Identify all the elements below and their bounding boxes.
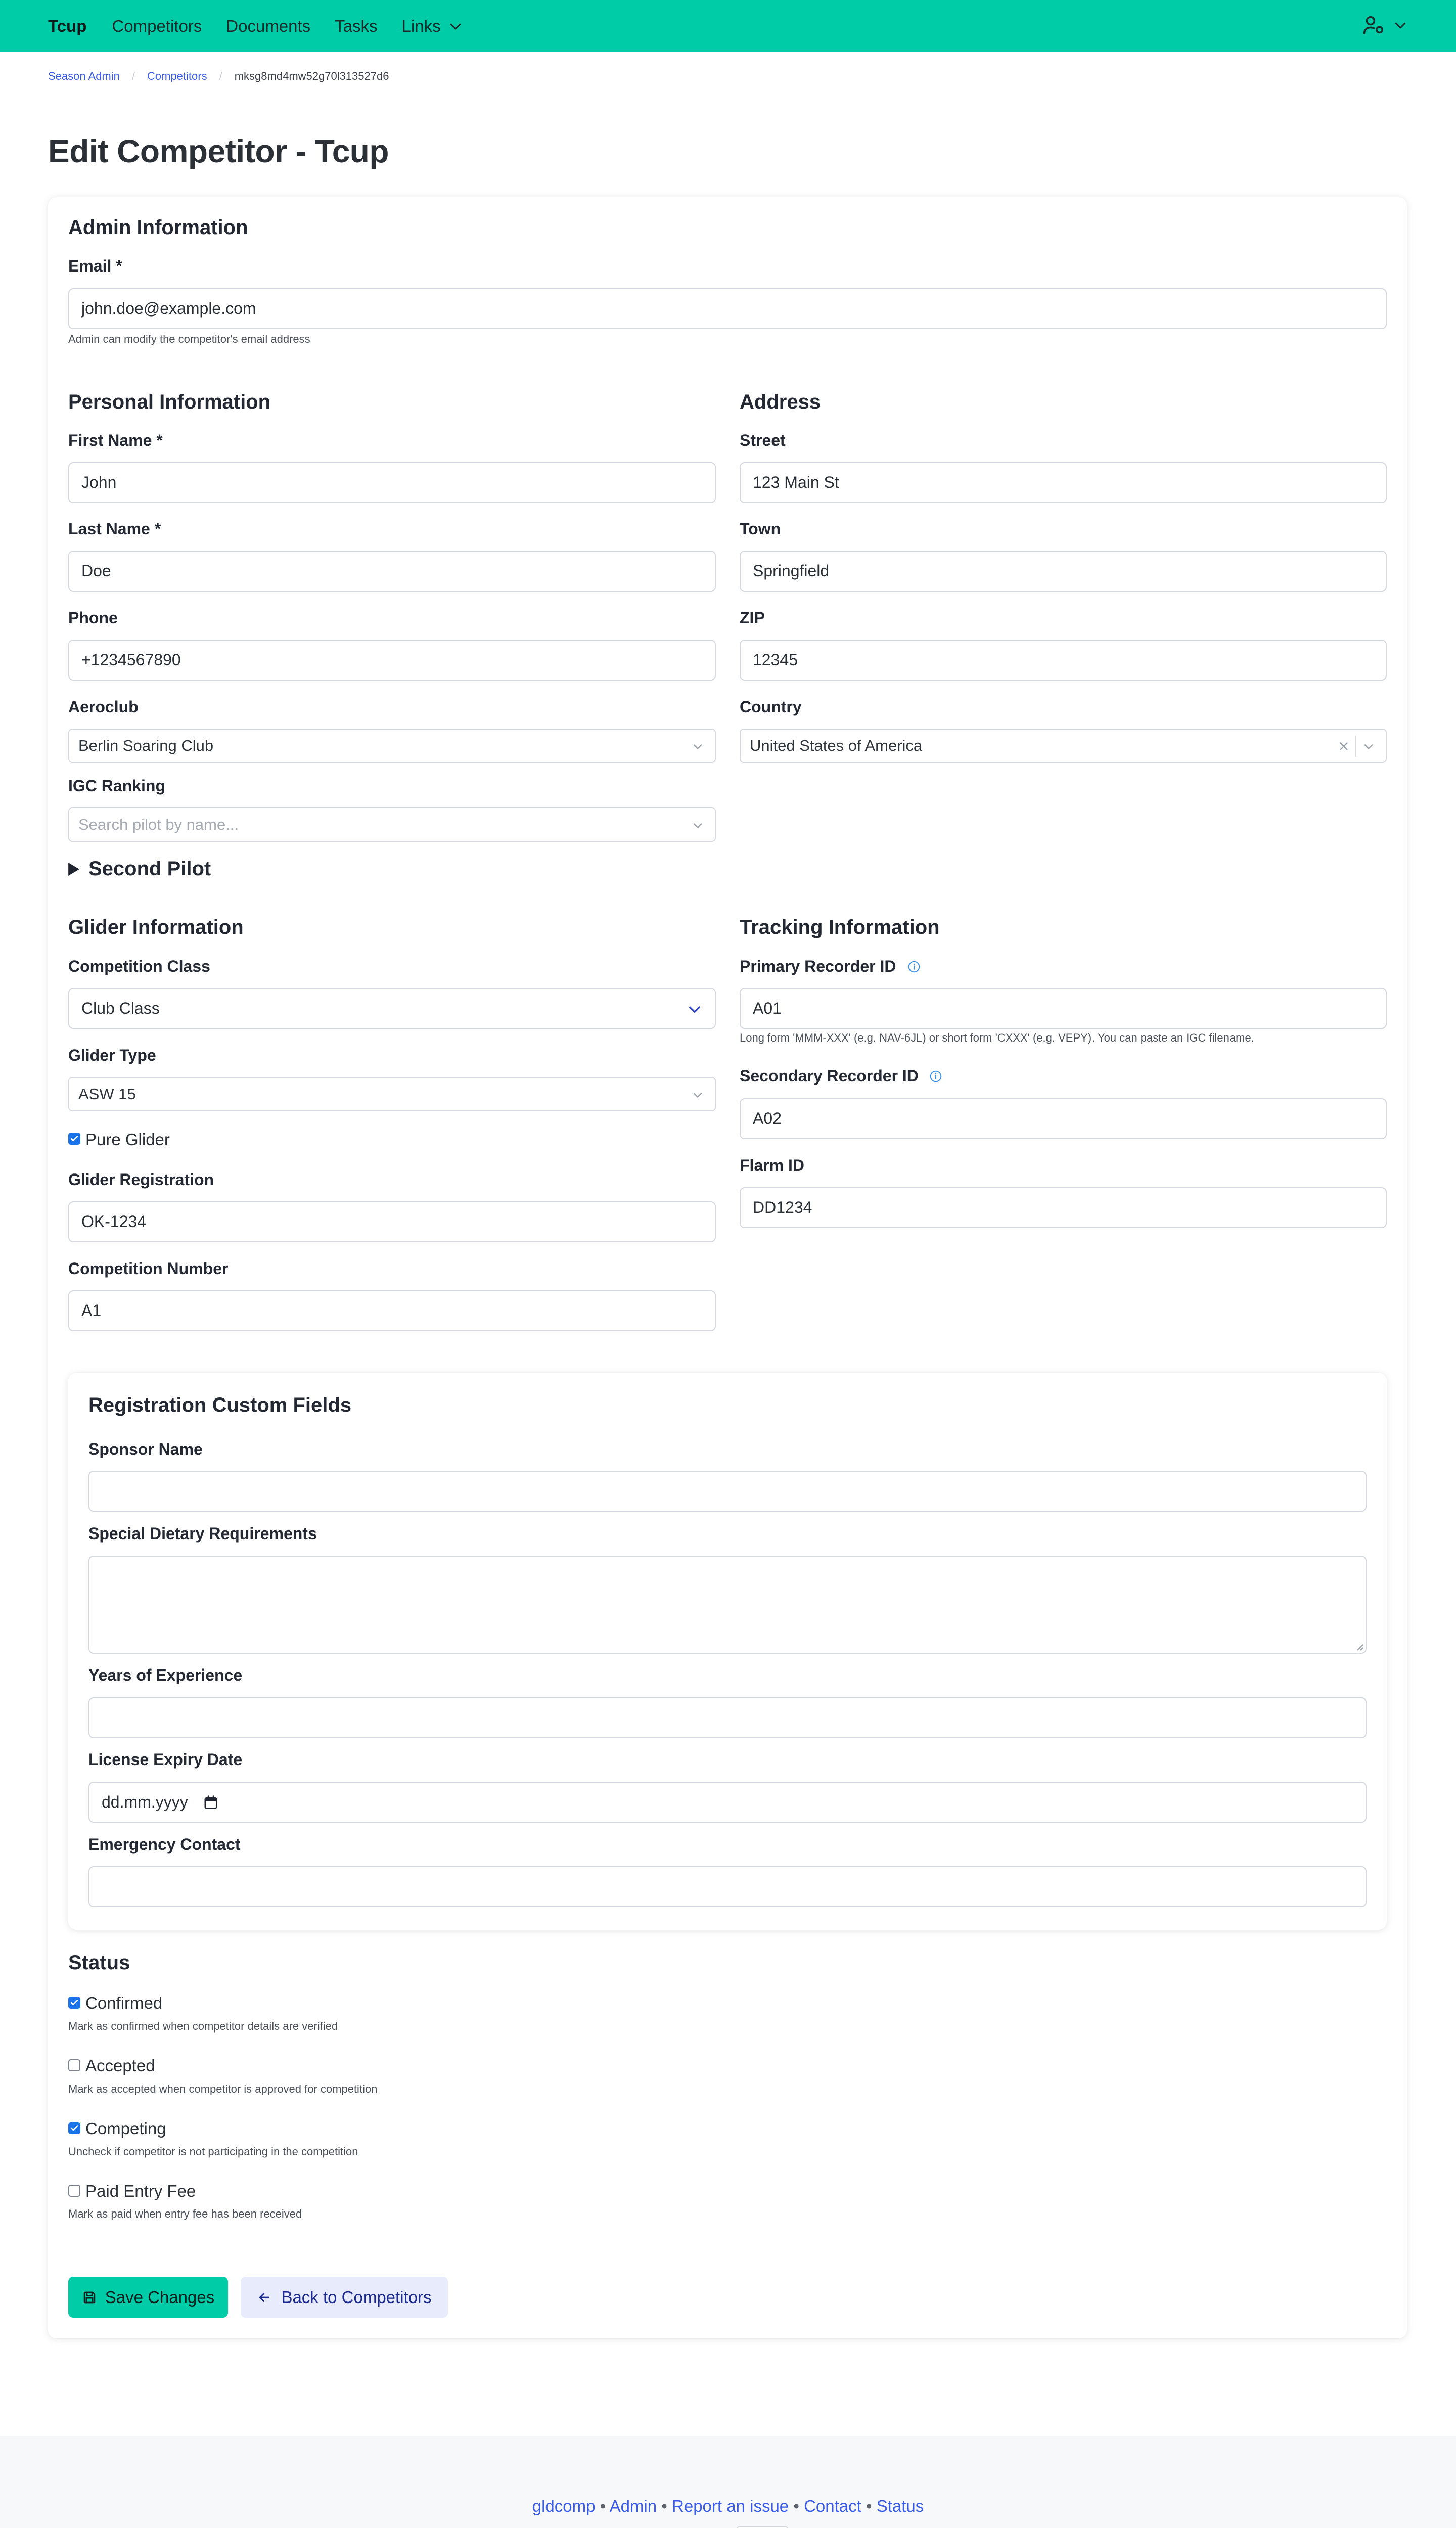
edit-competitor-card (48, 197, 1407, 2338)
back-to-competitors-button[interactable] (241, 2277, 448, 2318)
language-selector-row (0, 2526, 1456, 2528)
footer-links (0, 2497, 1456, 2516)
primary-recorder-input[interactable] (740, 988, 1387, 1029)
flarm-id-label: Flarm ID (740, 1156, 805, 1175)
chevron-down-icon (687, 1001, 703, 1017)
secondary-recorder-value: A02 (753, 1109, 782, 1127)
pure-glider-checkbox[interactable] (68, 1133, 80, 1145)
first-name-input[interactable] (68, 462, 716, 503)
email-value: john.doe@example.com (81, 299, 256, 318)
accepted-label: Accepted (85, 2056, 155, 2075)
nav-competitors[interactable]: Competitors (112, 16, 202, 35)
paid-entry-fee-label: Paid Entry Fee (85, 2182, 196, 2200)
phone-input[interactable] (68, 640, 716, 681)
years-experience-input[interactable] (88, 1697, 1367, 1738)
personal-info-heading: Personal Information (68, 391, 271, 413)
zip-input[interactable] (740, 640, 1387, 681)
email-help: Admin can modify the competitor's email address (68, 333, 310, 345)
footer-separator: • (866, 2497, 872, 2515)
top-navbar (0, 0, 1456, 52)
street-label: Street (740, 431, 786, 449)
email-label: Email * (68, 257, 122, 275)
town-label: Town (740, 520, 781, 538)
caret-right-icon (68, 863, 79, 876)
competition-class-select[interactable] (68, 988, 716, 1029)
nav-documents[interactable]: Documents (226, 16, 311, 35)
chevron-down-icon (1393, 18, 1408, 33)
breadcrumb-competitors[interactable]: Competitors (147, 70, 207, 82)
admin-info-heading: Admin Information (68, 216, 248, 239)
glider-registration-value: OK-1234 (81, 1212, 147, 1231)
save-icon (82, 2290, 97, 2305)
breadcrumb-season-admin[interactable]: Season Admin (48, 70, 120, 82)
glider-type-value: ASW 15 (78, 1085, 136, 1103)
user-settings-icon (1362, 14, 1386, 36)
nav-tasks[interactable]: Tasks (335, 16, 378, 35)
competition-number-input[interactable] (68, 1290, 716, 1331)
competing-help: Uncheck if competitor is not participating in the competition (68, 2145, 358, 2158)
confirmed-label: Confirmed (85, 1994, 163, 2012)
footer-separator: • (661, 2497, 667, 2515)
primary-recorder-help: Long form 'MMM-XXX' (e.g. NAV-6JL) or short form 'CXXX' (e.g. VEPY). You can paste an IGC filename. (740, 1031, 1254, 1044)
chevron-down-icon (691, 819, 705, 833)
checkmark-icon (70, 1998, 79, 2007)
status-heading: Status (68, 1952, 130, 1974)
footer-separator: • (600, 2497, 606, 2515)
glider-type-label: Glider Type (68, 1046, 156, 1064)
save-changes-label: Save Changes (105, 2287, 215, 2307)
last-name-label: Last Name * (68, 520, 161, 538)
primary-recorder-value: A01 (753, 999, 782, 1017)
glider-type-select[interactable] (68, 1077, 716, 1111)
flarm-id-value: DD1234 (753, 1198, 812, 1216)
town-input[interactable] (740, 551, 1387, 592)
igc-ranking-placeholder: Search pilot by name... (78, 816, 239, 833)
checkmark-icon (70, 1134, 79, 1143)
igc-ranking-label: IGC Ranking (68, 777, 166, 795)
email-input[interactable] (68, 288, 1387, 329)
user-menu[interactable] (1362, 14, 1408, 36)
first-name-label: First Name * (68, 431, 163, 449)
town-value: Springfield (753, 562, 830, 580)
secondary-recorder-label: Secondary Recorder ID (740, 1067, 919, 1085)
nav-links-label: Links (401, 16, 441, 35)
sponsor-name-label: Sponsor Name (88, 1440, 203, 1458)
footer-link-report-issue[interactable]: Report an issue (672, 2497, 789, 2515)
secondary-recorder-input[interactable] (740, 1098, 1387, 1139)
dietary-requirements-label: Special Dietary Requirements (88, 1524, 317, 1543)
aeroclub-select[interactable] (68, 729, 716, 763)
years-experience-label: Years of Experience (88, 1666, 243, 1684)
country-select[interactable] (740, 729, 1387, 763)
chevron-down-icon (448, 19, 463, 34)
address-heading: Address (740, 391, 821, 413)
paid-entry-fee-help: Mark as paid when entry fee has been received (68, 2207, 302, 2220)
chevron-down-icon (1361, 740, 1376, 754)
second-pilot-toggle[interactable] (68, 857, 211, 880)
breadcrumb-separator: / (131, 70, 135, 82)
info-icon[interactable] (907, 960, 921, 973)
competition-class-value: Club Class (81, 999, 160, 1017)
custom-fields-card (68, 1373, 1387, 1930)
back-to-competitors-label: Back to Competitors (281, 2287, 432, 2307)
brand-link[interactable]: Tcup (48, 16, 87, 35)
checkmark-icon (70, 2124, 79, 2133)
footer-separator: • (793, 2497, 799, 2515)
flarm-id-input[interactable] (740, 1187, 1387, 1228)
glider-registration-input[interactable] (68, 1201, 716, 1242)
emergency-contact-input[interactable] (88, 1866, 1367, 1907)
glider-info-heading: Glider Information (68, 916, 244, 938)
custom-fields-heading: Registration Custom Fields (88, 1394, 352, 1416)
competition-number-label: Competition Number (68, 1259, 229, 1278)
footer-link-admin[interactable]: Admin (609, 2497, 657, 2515)
competing-label: Competing (85, 2119, 166, 2138)
competition-class-label: Competition Class (68, 957, 210, 975)
license-expiry-placeholder: dd.mm.yyyy (102, 1793, 188, 1811)
street-value: 123 Main St (753, 473, 839, 491)
sponsor-name-input[interactable] (88, 1471, 1367, 1512)
language-select[interactable] (736, 2526, 789, 2528)
license-expiry-date-input[interactable] (88, 1782, 1367, 1823)
glider-registration-label: Glider Registration (68, 1170, 214, 1189)
nav-links-dropdown[interactable] (402, 17, 463, 36)
paid-entry-fee-checkbox[interactable] (68, 2185, 80, 2197)
calendar-icon[interactable] (203, 1795, 218, 1810)
pure-glider-label: Pure Glider (85, 1130, 170, 1149)
igc-ranking-search[interactable] (68, 807, 716, 842)
confirmed-checkbox[interactable] (68, 1997, 80, 2009)
competition-number-value: A1 (81, 1301, 102, 1320)
breadcrumb-current: mksg8md4mw52g70l313527d6 (234, 70, 389, 82)
zip-value: 12345 (753, 651, 798, 669)
accepted-help: Mark as accepted when competitor is approved for competition (68, 2083, 378, 2095)
country-value: United States of America (750, 737, 923, 754)
chevron-down-icon (691, 1088, 705, 1102)
footer-link-status[interactable]: Status (876, 2497, 924, 2515)
street-input[interactable] (740, 462, 1387, 503)
last-name-input[interactable] (68, 551, 716, 592)
phone-label: Phone (68, 609, 118, 627)
competing-checkbox[interactable] (68, 2122, 80, 2134)
dietary-requirements-textarea[interactable] (88, 1556, 1367, 1654)
resize-handle-icon[interactable] (1354, 1642, 1363, 1651)
save-changes-button[interactable] (68, 2277, 228, 2318)
license-expiry-label: License Expiry Date (88, 1750, 243, 1769)
select-divider (1355, 736, 1356, 757)
breadcrumb (48, 70, 389, 83)
arrow-left-icon (257, 2290, 272, 2305)
accepted-checkbox[interactable] (68, 2059, 80, 2071)
aeroclub-label: Aeroclub (68, 698, 139, 716)
footer-link-contact[interactable]: Contact (804, 2497, 861, 2515)
chevron-down-icon (691, 740, 705, 754)
last-name-value: Doe (81, 562, 111, 580)
confirmed-help: Mark as confirmed when competitor details are verified (68, 2020, 338, 2033)
info-icon[interactable] (929, 1070, 942, 1083)
emergency-contact-label: Emergency Contact (88, 1835, 241, 1854)
page-title: Edit Competitor - Tcup (48, 133, 389, 169)
clear-icon[interactable] (1337, 740, 1350, 753)
aeroclub-value: Berlin Soaring Club (78, 737, 214, 754)
first-name-value: John (81, 473, 117, 491)
primary-recorder-label: Primary Recorder ID (740, 957, 896, 975)
phone-value: +1234567890 (81, 651, 181, 669)
second-pilot-label: Second Pilot (88, 857, 211, 880)
zip-label: ZIP (740, 609, 765, 627)
breadcrumb-separator: / (219, 70, 222, 82)
footer (0, 2436, 1456, 2528)
tracking-info-heading: Tracking Information (740, 916, 940, 938)
footer-link-gldcomp[interactable]: gldcomp (532, 2497, 596, 2515)
country-label: Country (740, 698, 802, 716)
